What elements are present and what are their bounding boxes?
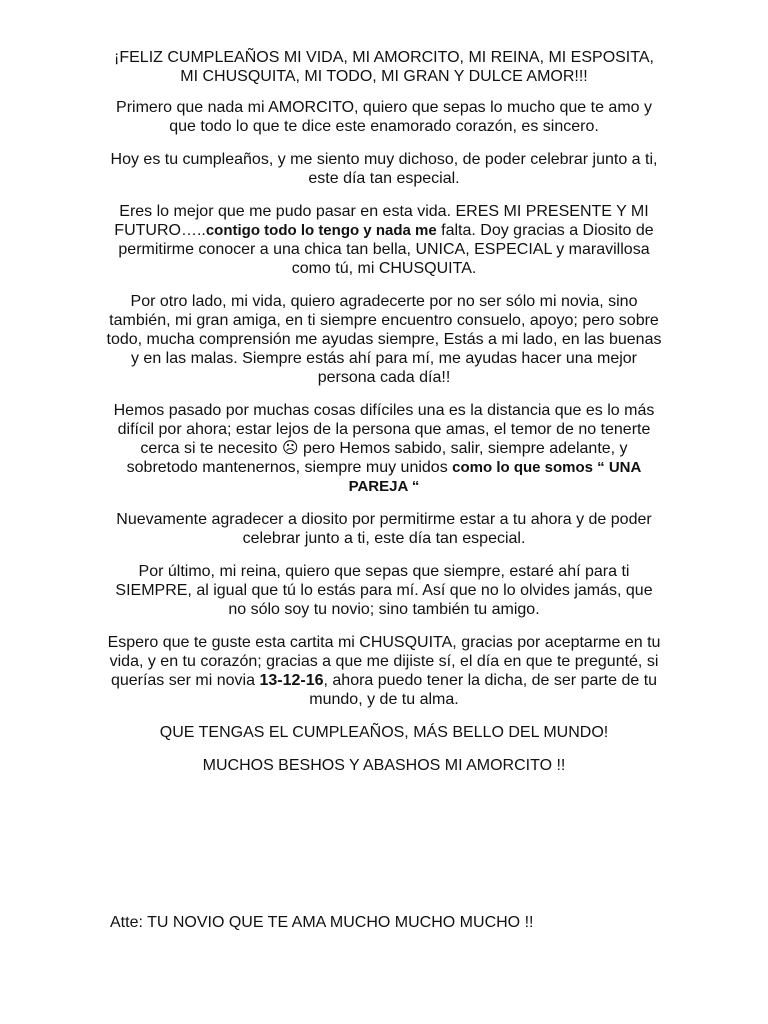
paragraph-3-bold-text: contigo todo lo tengo y nada me (205, 222, 437, 239)
paragraph-8 (106, 633, 662, 709)
paragraph-3 (106, 202, 662, 278)
paragraph-3-text-start: Eres lo mejor que me pudo pasar en esta vida. ERES MI PRESENTE Y MI FUTURO….. (114, 203, 649, 239)
paragraph-2: Hoy es tu cumpleaños, y me siento muy dichoso, de poder celebrar junto a ti, este día tan especial. (110, 151, 658, 187)
paragraph-5 (106, 401, 662, 496)
paragraph-7: Por último, mi reina, quiero que sepas que siempre, estaré ahí para ti SIEMPRE, al igual que tú lo estás para mí. Así que no lo olvides jamás, que no sólo soy tu novio; sino también tu amigo. (115, 563, 653, 618)
paragraph-9: QUE TENGAS EL CUMPLEAÑOS, MÁS BELLO DEL MUNDO! (159, 724, 609, 741)
paragraph-1: Primero que nada mi AMORCITO, quiero que sepas lo mucho que te amo y que todo lo que te dice este enamorado corazón, es sincero. (116, 99, 652, 135)
letter-body (106, 48, 662, 789)
paragraph-8-text-end: , ahora puedo tener la dicha, de ser parte de tu mundo, y de tu alma. (309, 672, 658, 708)
paragraph-5-text-start: Hemos pasado por muchas cosas difíciles una es la distancia que es lo más difícil por ahora; estar lejos de la persona que amas, el temor de no tenerte cerca si te necesito ☹ pero Hemos sabido, salir, siempre adelante, y sobretodo mantenernos, siempre muy unidos (113, 402, 655, 476)
signature: Atte: TU NOVIO QUE TE AMA MUCHO MUCHO MUCHO !! (110, 914, 534, 931)
paragraph-4: Por otro lado, mi vida, quiero agradecerte por no ser sólo mi novia, sino también, mi gran amiga, en ti siempre encuentro consuelo, apoyo; pero sobre todo, mucha comprensión me ayudas siempre, Estás a mi lado, en las buenas y en las malas. Siempre estás ahí para mí, me ayudas hacer una mejor persona cada día!! (106, 293, 662, 386)
paragraph-10: MUCHOS BESHOS Y ABASHOS MI AMORCITO !! (202, 757, 566, 774)
anniversary-date: 13-12-16 (259, 672, 324, 689)
paragraph-3-text-end: falta. Doy gracias a Diosito de permitirme conocer a una chica tan bella, UNICA, ESPECIAL y maravillosa como tú, mi CHUSQUITA. (118, 222, 654, 277)
paragraph-8-text-start: Espero que te guste esta cartita mi CHUSQUITA, gracias por aceptarme en tu vida, y en tu corazón; gracias a que me dijiste sí, el día en que te pregunté, si querías ser mi novia (107, 634, 661, 689)
paragraph-6: Nuevamente agradecer a diosito por permitirme estar a tu ahora y de poder celebrar junto a ti, este día tan especial. (116, 511, 652, 547)
letter-title: ¡FELIZ CUMPLEAÑOS MI VIDA, MI AMORCITO, MI REINA, MI ESPOSITA, MI CHUSQUITA, MI TODO, MI GRAN Y DULCE AMOR!!! (114, 49, 654, 85)
paragraph-5-bold-text: como lo que somos “ UNA PAREJA “ (348, 459, 642, 495)
